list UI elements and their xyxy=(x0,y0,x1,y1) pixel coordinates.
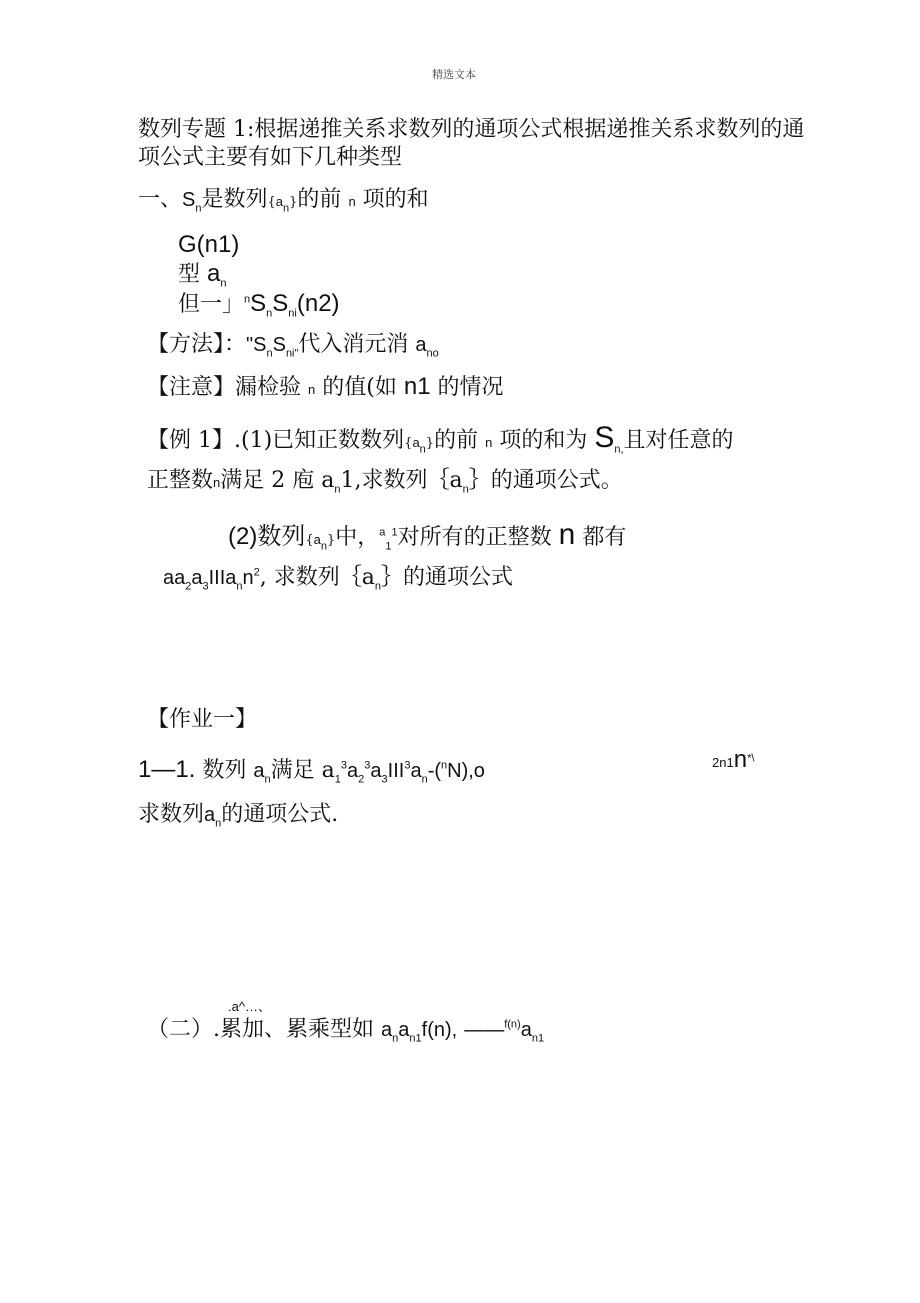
example-1-part-2: (2)数列$\{a_n\}$中，$^a_1^1$对所有的正整数 n 都有 xyxy=(228,518,627,553)
note-line: 【注意】漏检验 n 的值(如 n1 的情况 xyxy=(147,373,504,400)
homework-1-line-2: 求数列$a_n$的通项公式. xyxy=(138,802,339,830)
example-1-part-2-line-2: $aa_2a_3IIIa_nn^2$, 求数列$\{a_n\}$的通项公式 xyxy=(163,565,514,593)
section-2-heading: （二）.累加、累乘型如 $a_na_{n1}f(n)$, $——^{f(n)}a_{n1}$ xyxy=(147,1017,545,1045)
example-1-line-2: 正整数n满足 2 庖 $a_n1$,求数列$\{a_n\}$的通项公式。 xyxy=(147,468,623,496)
homework-1-right-annotation: 2n1n*\ xyxy=(712,746,755,773)
section-2-annotation: .a^…、 xyxy=(228,999,271,1014)
title-line-2: 项公式主要有如下几种类型 xyxy=(138,145,403,170)
formula-line-3: 但一」$^nS_nS_{ni}(n2)$ xyxy=(178,290,340,320)
formula-line-1: G(n1) xyxy=(178,231,240,258)
homework-1-line-1: 1—1. 数列 $a_n$满足 $a_1^3a_2^3a_3III^3a_n-(^nN),o$ xyxy=(138,756,485,786)
title-line-1: 数列专题 1:根据递推关系求数列的通项公式根据递推关系求数列的通 xyxy=(138,117,805,142)
section-1-heading: 一、$S_n$是数列$\{a_n\}$的前 n 项的和 xyxy=(138,187,429,215)
example-1-line-1: 【例 1】.(1)已知正数数列$\{a_n\}$的前 n 项的和为 $S_{n,}$且对任意的 xyxy=(147,421,734,456)
method-line: 【方法】："$S_nS_{ni"}$代入消元消 $a_{no}$ xyxy=(147,332,439,360)
homework-label: 【作业一】 xyxy=(147,707,258,732)
page-header: 精选文本 xyxy=(432,68,476,81)
formula-line-2: 型 $a_n$ xyxy=(178,260,227,290)
